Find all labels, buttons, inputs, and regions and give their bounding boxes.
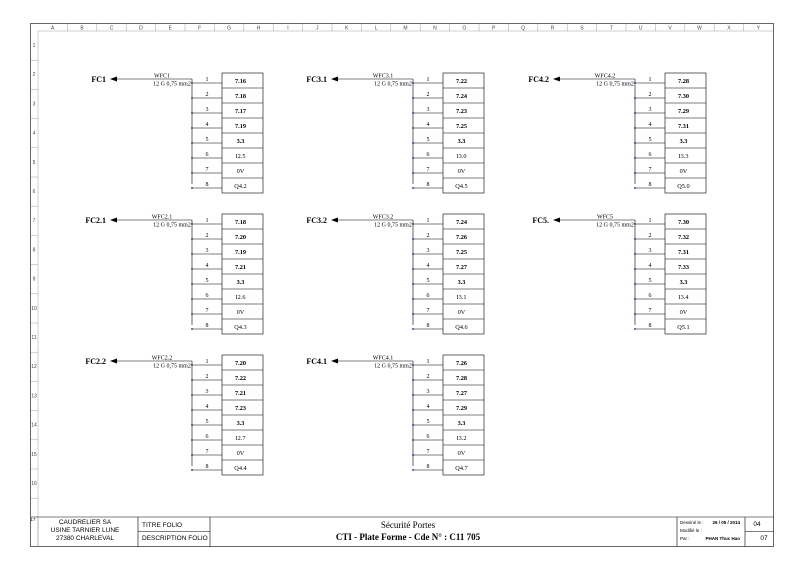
folio-total: 07	[760, 535, 768, 542]
terminal-number: 3	[648, 248, 652, 254]
terminal-value: I3.3	[678, 153, 689, 160]
terminal-number: 8	[648, 182, 652, 188]
cable-name: WFC4.2	[594, 73, 616, 80]
terminal-number: 3	[426, 248, 430, 254]
device-label: FC1	[91, 75, 106, 84]
junction-dot	[412, 112, 414, 114]
column-label: S	[580, 25, 584, 32]
junction-dot	[191, 424, 193, 426]
column-header-strip	[51, 24, 761, 32]
terminal-number: 2	[426, 233, 430, 239]
column-label: N	[433, 25, 437, 32]
terminal-number: 8	[205, 464, 209, 470]
junction-dot	[412, 172, 414, 174]
terminal-number: 6	[426, 152, 430, 158]
terminal-value: 7.23	[234, 405, 247, 412]
junction-dot	[191, 112, 193, 114]
terminal-value: 7.19	[234, 123, 247, 130]
terminal-value: 7.24	[455, 93, 468, 100]
junction-dot	[634, 172, 636, 174]
junction-dot	[191, 268, 193, 270]
terminal-value: 7.29	[455, 405, 468, 412]
junction-dot	[191, 439, 193, 441]
terminal-number: 3	[426, 107, 430, 113]
junction-dot	[412, 187, 414, 189]
junction-dot	[191, 328, 193, 330]
junction-dot	[191, 82, 193, 84]
cable-spec: 12 G 0,75 mm2	[153, 222, 191, 229]
arrow-head	[331, 77, 338, 82]
terminal-value: 3.3	[457, 279, 466, 286]
column-label: X	[727, 25, 731, 32]
terminal-number: 7	[205, 449, 209, 455]
terminal-value: 7.22	[455, 78, 468, 85]
junction-dot	[412, 454, 414, 456]
junction-dot	[634, 112, 636, 114]
arrow-head	[553, 77, 560, 82]
terminal-value: 7.31	[677, 249, 690, 256]
arrow-head	[110, 359, 117, 364]
row-label: 13	[31, 393, 37, 400]
junction-dot	[412, 394, 414, 396]
row-label: 11	[31, 335, 37, 341]
terminal-value: 3.3	[236, 138, 245, 145]
junction-dot	[634, 238, 636, 240]
terminal-block	[306, 73, 484, 193]
terminal-value: Q4.3	[234, 324, 247, 331]
terminal-number: 4	[648, 263, 652, 269]
junction-dot	[412, 364, 414, 366]
terminal-value: Q4.7	[455, 465, 468, 472]
cable-spec: 12 G 0,75 mm2	[596, 81, 634, 88]
arrow-head	[331, 359, 338, 364]
device-label: FC4.2	[528, 75, 549, 84]
junction-dot	[634, 283, 636, 285]
drawn-date-value: 26 / 05 / 2014	[712, 520, 740, 525]
cable-name: WFC5	[596, 214, 614, 221]
description-folio-label: DESCRIPTION FOLIO	[142, 535, 208, 542]
column-label: Y	[756, 25, 760, 32]
terminal-number: 3	[648, 107, 652, 113]
terminal-number: 8	[426, 323, 430, 329]
junction-dot	[412, 97, 414, 99]
terminal-block	[528, 73, 706, 193]
column-label: J	[316, 25, 319, 32]
junction-dot	[634, 82, 636, 84]
terminal-number: 5	[648, 137, 652, 143]
folio-title: Sécurité Portes	[380, 520, 436, 530]
arrow-head	[110, 77, 117, 82]
junction-dot	[412, 223, 414, 225]
row-label: 8	[32, 247, 36, 254]
terminal-number: 6	[426, 293, 430, 299]
terminal-number: 7	[205, 308, 209, 314]
cable-name: WFC4.1	[372, 355, 394, 362]
row-label: 3	[32, 101, 36, 108]
terminal-value: 0V	[236, 309, 245, 316]
junction-dot	[412, 157, 414, 159]
column-label: P	[492, 25, 496, 32]
terminal-value: 7.19	[234, 249, 247, 256]
junction-dot	[634, 268, 636, 270]
column-label: Q	[521, 25, 526, 32]
column-label: E	[168, 25, 172, 32]
terminal-value: Q5.0	[677, 183, 690, 190]
device-label: FC2.1	[85, 216, 106, 225]
terminal-number: 1	[426, 77, 430, 83]
arrow-head	[110, 218, 117, 223]
junction-dot	[191, 364, 193, 366]
junction-dot	[412, 409, 414, 411]
author-label: Par :	[680, 536, 690, 541]
terminal-number: 2	[205, 233, 209, 239]
junction-dot	[191, 469, 193, 471]
terminal-value: 7.33	[677, 264, 690, 271]
terminal-value: 7.29	[677, 108, 690, 115]
terminal-number: 7	[426, 308, 430, 314]
column-label: K	[345, 25, 349, 32]
terminal-value: 7.27	[455, 264, 468, 271]
junction-dot	[634, 187, 636, 189]
junction-dot	[634, 313, 636, 315]
junction-dot	[634, 127, 636, 129]
terminal-value: I3.4	[678, 294, 689, 301]
junction-dot	[191, 379, 193, 381]
row-label: 16	[31, 481, 37, 487]
column-label: W	[697, 25, 702, 32]
row-label: 14	[31, 422, 37, 429]
row-label: 7	[32, 218, 36, 225]
terminal-number: 3	[205, 248, 209, 254]
cable-spec: 12 G 0,75 mm2	[374, 363, 412, 370]
terminal-number: 1	[648, 218, 652, 224]
terminal-number: 1	[205, 218, 209, 224]
revision-index: 17	[30, 517, 36, 522]
folio-description: CTI - Plate Forme - Cde N° : C11 705	[335, 532, 481, 542]
terminal-number: 4	[205, 263, 209, 269]
cable-name: WFC3.1	[372, 73, 394, 80]
column-label: V	[668, 25, 672, 32]
terminal-value: I3.1	[456, 294, 467, 301]
terminal-number: 2	[426, 374, 430, 380]
column-label: I	[287, 25, 289, 32]
terminal-number: 5	[205, 278, 209, 284]
device-label: FC3.2	[306, 216, 327, 225]
junction-dot	[412, 127, 414, 129]
terminal-number: 6	[648, 152, 652, 158]
cable-spec: 12 G 0,75 mm2	[596, 222, 634, 229]
terminal-value: Q4.4	[234, 465, 247, 472]
terminal-value: 3.3	[457, 420, 466, 427]
junction-dot	[191, 157, 193, 159]
drawn-date-label: Dessiné le :	[680, 520, 704, 525]
junction-dot	[412, 379, 414, 381]
junction-dot	[634, 328, 636, 330]
junction-dot	[634, 97, 636, 99]
terminal-number: 4	[426, 263, 430, 269]
terminal-block	[306, 355, 484, 475]
terminal-value: I2.5	[235, 153, 246, 160]
device-label: FC5.	[532, 216, 549, 225]
row-label: 5	[32, 159, 36, 166]
terminal-number: 5	[205, 137, 209, 143]
terminal-number: 7	[205, 167, 209, 173]
terminal-value: 3.3	[457, 138, 466, 145]
terminal-number: 2	[205, 92, 209, 98]
junction-dot	[412, 439, 414, 441]
column-label: A	[51, 25, 55, 32]
title-block	[30, 517, 773, 547]
terminal-number: 7	[426, 167, 430, 173]
terminal-value: 0V	[457, 450, 466, 457]
terminal-number: 8	[205, 323, 209, 329]
terminal-value: 7.23	[455, 108, 468, 115]
junction-dot	[191, 253, 193, 255]
terminal-value: 0V	[679, 168, 688, 175]
terminal-value: Q4.2	[234, 183, 247, 190]
terminal-number: 2	[205, 374, 209, 380]
junction-dot	[191, 142, 193, 144]
terminal-value: I3.2	[456, 435, 467, 442]
terminal-value: I2.7	[235, 435, 246, 442]
row-header-strip	[31, 43, 39, 498]
terminal-value: 0V	[457, 168, 466, 175]
terminal-value: Q5.1	[677, 324, 690, 331]
terminal-value: 7.20	[234, 360, 247, 367]
terminal-value: 7.30	[677, 219, 690, 226]
terminal-number: 3	[205, 389, 209, 395]
terminal-value: 7.28	[677, 78, 690, 85]
terminal-number: 8	[648, 323, 652, 329]
device-label: FC3.1	[306, 75, 327, 84]
author-name: PHAN Thuc Hao	[705, 536, 740, 541]
terminal-value: 7.31	[677, 123, 690, 130]
terminal-number: 6	[205, 293, 209, 299]
device-label: FC4.1	[306, 357, 327, 366]
terminal-number: 6	[205, 152, 209, 158]
terminal-number: 6	[205, 434, 209, 440]
terminal-value: 0V	[236, 168, 245, 175]
terminal-value: Q4.6	[455, 324, 468, 331]
junction-dot	[412, 313, 414, 315]
terminal-value: 7.26	[455, 360, 468, 367]
junction-dot	[191, 409, 193, 411]
terminal-block	[85, 214, 263, 334]
cable-spec: 12 G 0,75 mm2	[153, 81, 191, 88]
column-label: D	[139, 25, 143, 32]
row-label: 12	[31, 364, 37, 371]
terminal-value: 0V	[457, 309, 466, 316]
terminal-number: 8	[426, 464, 430, 470]
terminal-value: 3.3	[236, 279, 245, 286]
terminal-number: 3	[205, 107, 209, 113]
cable-name: WFC3.2	[372, 214, 394, 221]
junction-dot	[191, 394, 193, 396]
column-label: U	[638, 25, 643, 32]
terminal-number: 4	[648, 122, 652, 128]
column-label: L	[374, 25, 378, 32]
row-label: 1	[32, 43, 36, 49]
junction-dot	[412, 142, 414, 144]
terminal-number: 1	[205, 359, 209, 365]
junction-dot	[412, 82, 414, 84]
terminal-value: 7.24	[455, 219, 468, 226]
terminal-value: 0V	[679, 309, 688, 316]
cable-spec: 12 G 0,75 mm2	[374, 81, 412, 88]
junction-dot	[412, 424, 414, 426]
terminal-number: 7	[648, 167, 652, 173]
junction-dot	[634, 142, 636, 144]
company-name: CAUDRELIER SA	[58, 519, 112, 526]
terminal-value: 7.21	[234, 264, 247, 271]
junction-dot	[412, 469, 414, 471]
junction-dot	[412, 238, 414, 240]
terminal-number: 2	[648, 92, 652, 98]
terminal-value: I3.0	[456, 153, 467, 160]
junction-dot	[412, 283, 414, 285]
junction-dot	[191, 238, 193, 240]
terminal-value: 7.16	[234, 78, 247, 85]
terminal-value: 7.30	[677, 93, 690, 100]
terminal-number: 4	[426, 122, 430, 128]
column-label: R	[550, 25, 555, 32]
terminal-value: 7.17	[234, 108, 247, 115]
terminal-value: 7.22	[234, 375, 247, 382]
column-label: T	[609, 25, 613, 32]
terminal-block	[532, 214, 706, 334]
terminal-value: 7.21	[234, 390, 247, 397]
junction-dot	[191, 313, 193, 315]
modified-date-label: Modifié le :	[680, 528, 702, 533]
terminal-number: 4	[205, 404, 209, 410]
column-label: M	[403, 25, 408, 32]
row-label: 2	[32, 72, 36, 79]
terminal-number: 5	[648, 278, 652, 284]
column-label: G	[227, 25, 232, 32]
row-label: 10	[31, 305, 37, 312]
terminal-value: 3.3	[679, 138, 688, 145]
device-label: FC2.2	[85, 357, 106, 366]
junction-dot	[634, 298, 636, 300]
junction-dot	[412, 268, 414, 270]
row-label: 4	[32, 130, 36, 137]
terminal-value: Q4.5	[455, 183, 468, 190]
column-label: O	[462, 25, 467, 32]
terminal-value: 7.25	[455, 123, 468, 130]
row-label: 9	[32, 276, 36, 283]
row-label: 6	[32, 189, 36, 195]
terminal-value: 7.32	[677, 234, 690, 241]
terminal-block	[306, 214, 484, 334]
junction-dot	[412, 328, 414, 330]
junction-dot	[634, 157, 636, 159]
terminal-value: 3.3	[236, 420, 245, 427]
terminal-block	[85, 355, 263, 475]
terminal-number: 7	[426, 449, 430, 455]
junction-dot	[191, 127, 193, 129]
column-label: B	[80, 25, 84, 32]
terminal-number: 6	[648, 293, 652, 299]
junction-dot	[191, 172, 193, 174]
junction-dot	[412, 298, 414, 300]
terminal-value: I2.6	[235, 294, 246, 301]
junction-dot	[191, 298, 193, 300]
column-label: H	[256, 25, 261, 32]
titre-folio-label: TITRE FOLIO	[142, 522, 183, 529]
terminal-value: 7.27	[455, 390, 468, 397]
terminal-number: 8	[426, 182, 430, 188]
arrow-head	[553, 218, 560, 223]
terminal-block	[91, 73, 263, 193]
terminal-number: 4	[426, 404, 430, 410]
arrow-head	[331, 218, 338, 223]
terminal-number: 1	[648, 77, 652, 83]
terminal-value: 3.3	[679, 279, 688, 286]
terminal-number: 1	[205, 77, 209, 83]
terminal-value: 7.20	[234, 234, 247, 241]
terminal-number: 1	[426, 359, 430, 365]
terminal-number: 3	[426, 389, 430, 395]
junction-dot	[412, 253, 414, 255]
cable-name: WFC1	[153, 73, 171, 80]
terminal-value: 7.18	[234, 93, 247, 100]
column-label: C	[109, 25, 114, 32]
cable-spec: 12 G 0,75 mm2	[374, 222, 412, 229]
junction-dot	[634, 223, 636, 225]
terminal-number: 5	[205, 419, 209, 425]
terminal-number: 4	[205, 122, 209, 128]
terminal-number: 6	[426, 434, 430, 440]
cable-name: WFC2.1	[151, 214, 173, 221]
row-label: 15	[31, 451, 37, 458]
column-label: F	[198, 25, 202, 32]
terminal-number: 5	[426, 419, 430, 425]
company-city: 27380 CHARLEVAL	[55, 535, 115, 542]
terminal-value: 7.28	[455, 375, 468, 382]
company-site: USINE TARNIER LUNE	[50, 527, 120, 534]
cable-spec: 12 G 0,75 mm2	[153, 363, 191, 370]
junction-dot	[634, 253, 636, 255]
folio-number: 04	[753, 521, 761, 528]
terminal-number: 1	[426, 218, 430, 224]
junction-dot	[191, 97, 193, 99]
junction-dot	[191, 454, 193, 456]
terminal-blocks	[85, 73, 706, 475]
terminal-value: 0V	[236, 450, 245, 457]
drawing-frame	[31, 24, 774, 547]
terminal-number: 2	[648, 233, 652, 239]
terminal-number: 7	[648, 308, 652, 314]
terminal-value: 7.18	[234, 219, 247, 226]
junction-dot	[191, 187, 193, 189]
junction-dot	[191, 283, 193, 285]
terminal-number: 5	[426, 278, 430, 284]
terminal-value: 7.25	[455, 249, 468, 256]
terminal-number: 8	[205, 182, 209, 188]
terminal-value: 7.26	[455, 234, 468, 241]
terminal-number: 2	[426, 92, 430, 98]
terminal-number: 5	[426, 137, 430, 143]
outer-border	[31, 24, 774, 547]
junction-dot	[191, 223, 193, 225]
cable-name: WFC2.2	[151, 355, 173, 362]
